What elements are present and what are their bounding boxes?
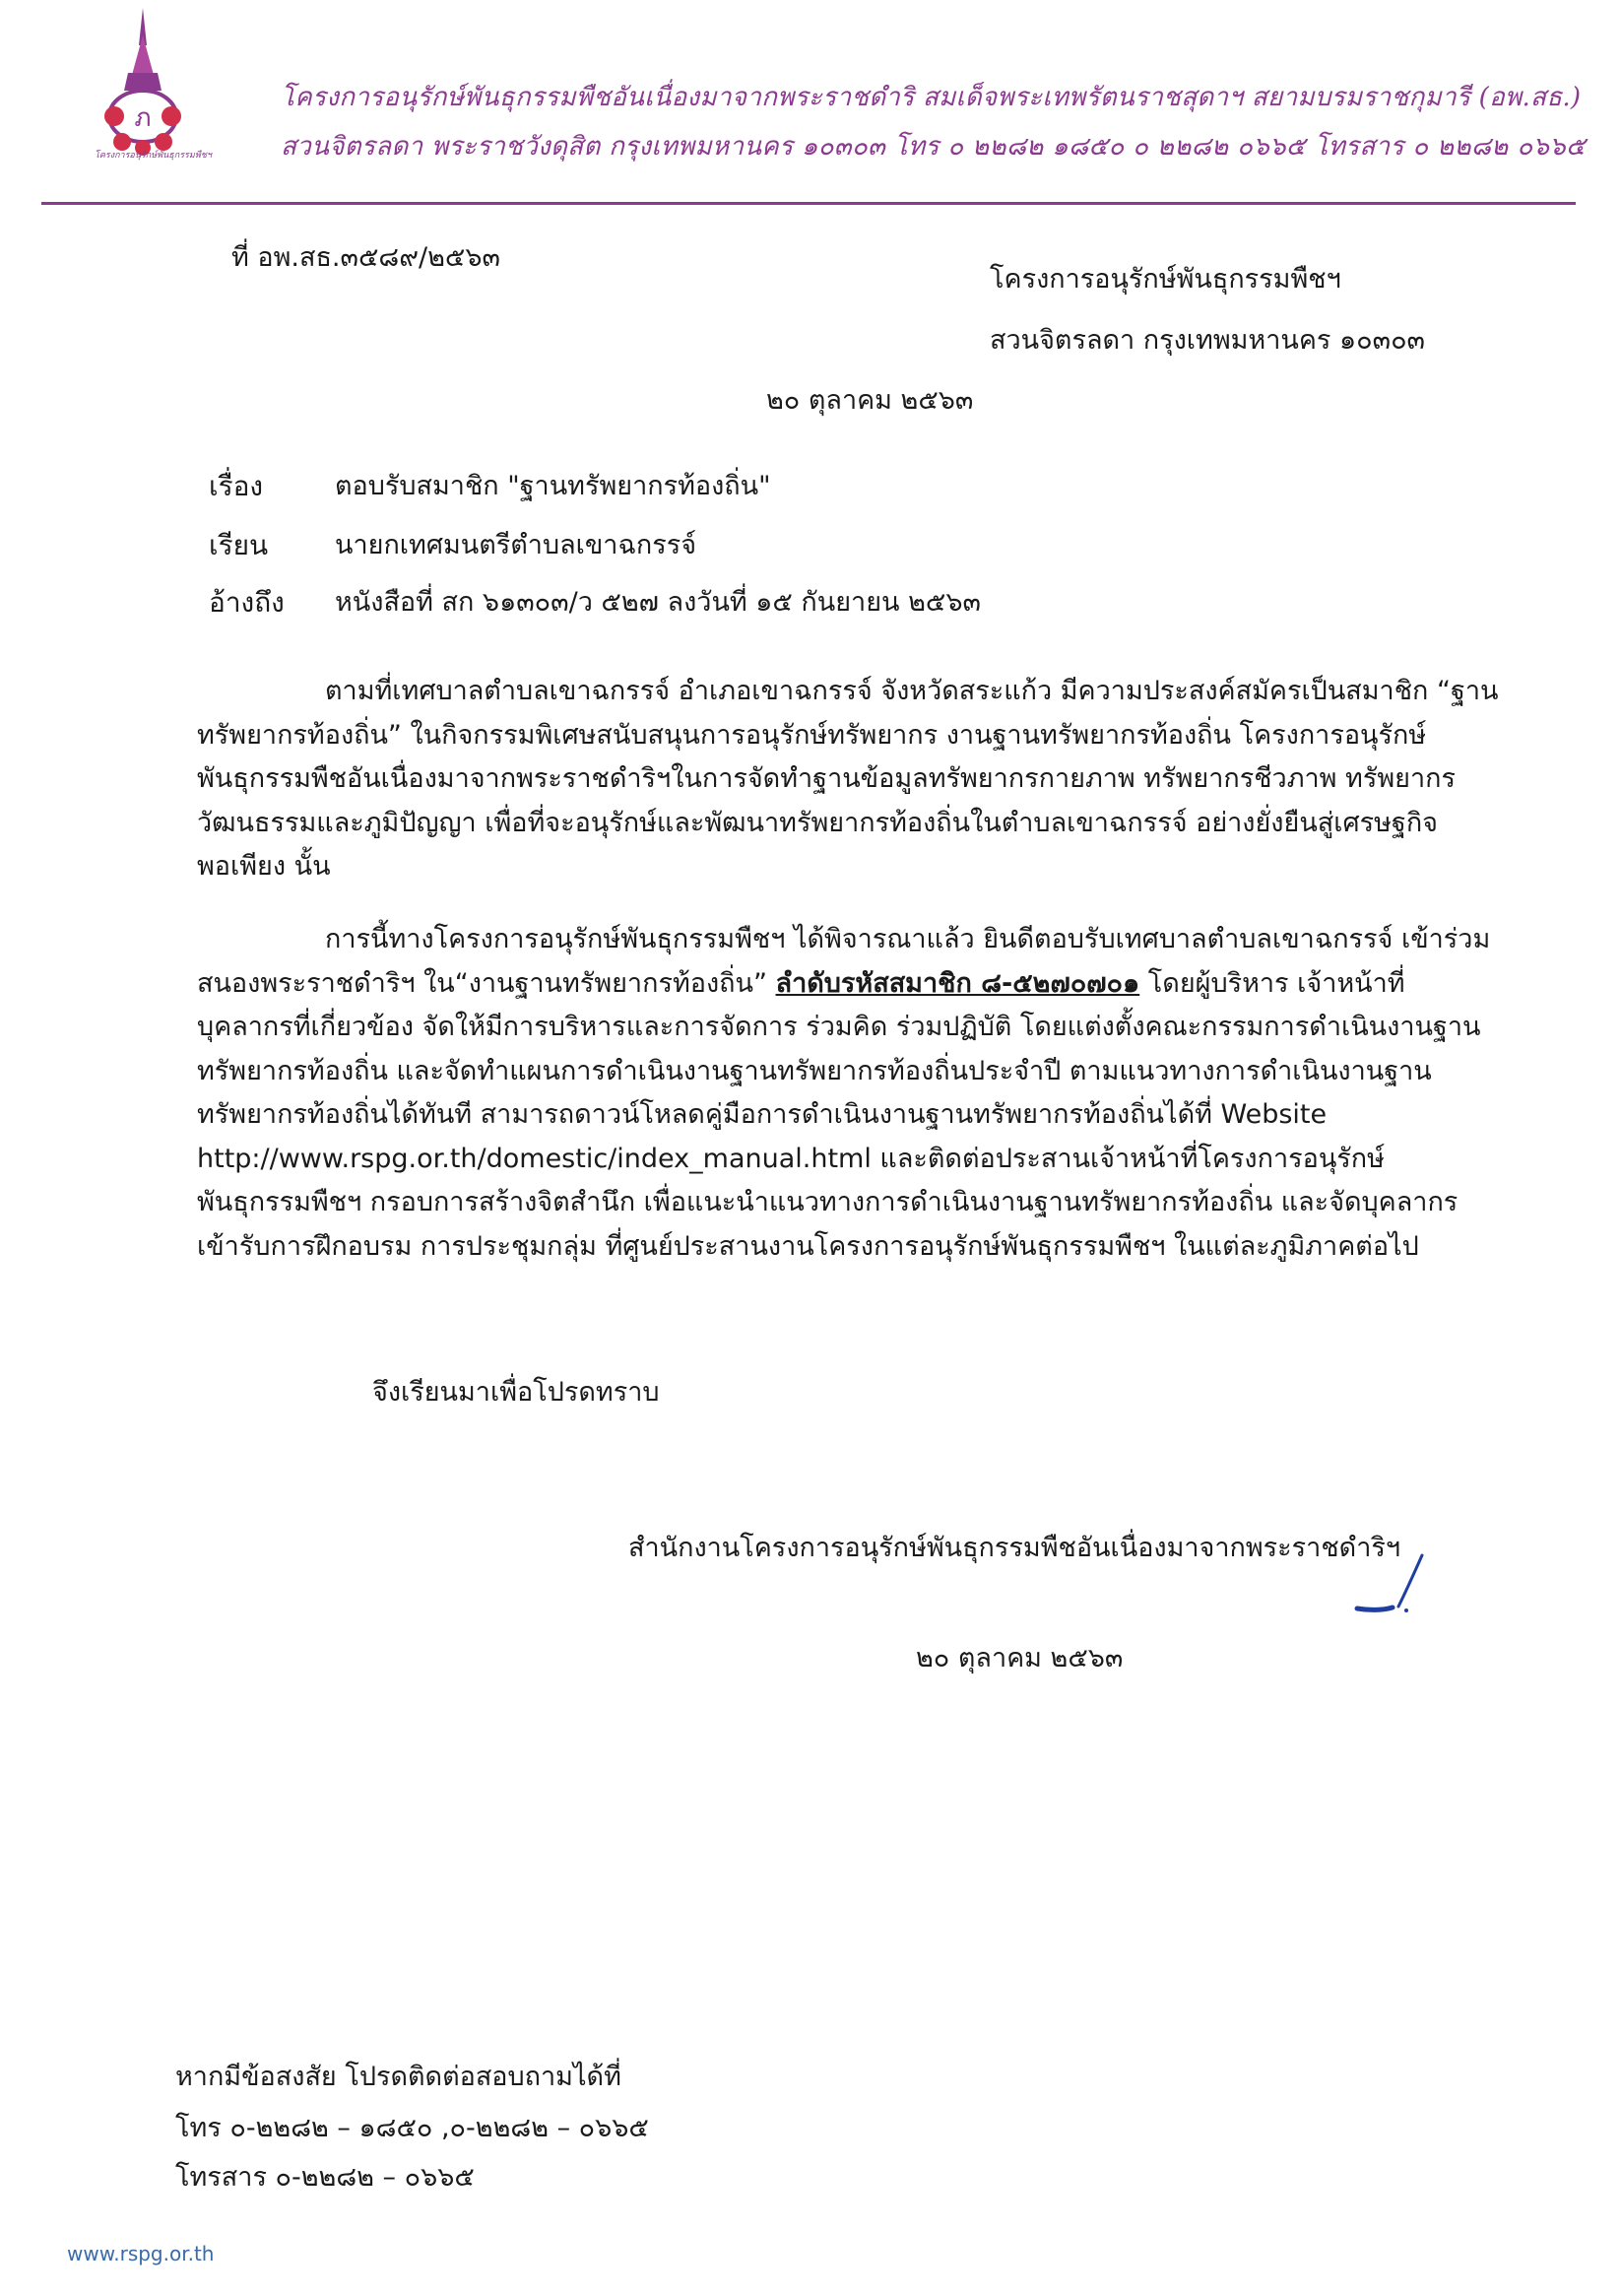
- recipient-text: นายกเทศมนตรีตำบลเขาฉกรรจ์: [335, 530, 697, 560]
- footer-inquiry: หากมีข้อสงสัย โปรดติดต่อสอบถามได้ที่: [175, 2062, 621, 2092]
- reference-text: หนังสือที่ สก ๖๑๓๐๓/ว ๕๒๗ ลงวันที่ ๑๕ กันยายน ๒๕๖๓: [335, 587, 981, 618]
- letterhead: [0, 0, 1621, 207]
- paragraph-2-line: ทรัพยากรท้องถิ่น และจัดทำแผนการดำเนินงานฐานทรัพยากรท้องถิ่นประจำปี ตามแนวทางการดำเนินงานฐาน: [197, 1055, 1432, 1086]
- letterhead-line-1: โครงการอนุรักษ์พันธุกรรมพืชอันเนื่องมาจากพระราชดำริ สมเด็จพระเทพรัตนราชสุดาฯ สยามบรมราชกุมารี (อพ.สธ.): [281, 83, 1582, 112]
- logo-caption: โครงการอนุรักษ์พันธุกรรมพืชฯ: [95, 151, 212, 161]
- paragraph-2-line: ทรัพยากรท้องถิ่นได้ทันที สามารถดาวน์โหลดคู่มือการดำเนินงานฐานทรัพยากรท้องถิ่นได้ที่ Website: [197, 1099, 1328, 1130]
- body-paragraph-2: [197, 918, 1491, 1269]
- paragraph-1-line: ทรัพยากรท้องถิ่น” ในกิจกรรมพิเศษสนับสนุนการอนุรักษ์ทรัพยากร งานฐานทรัพยากรท้องถิ่น โครงการอนุรักษ์: [197, 719, 1427, 751]
- subject-label: เรื่อง: [209, 470, 264, 502]
- paragraph-2-line-url[interactable]: http://www.rspg.or.th/domestic/index_manual.html และติดต่อประสานเจ้าหน้าที่โครงการอนุรักษ์: [197, 1143, 1385, 1174]
- paragraph-2-line: การนี้ทางโครงการอนุรักษ์พันธุกรรมพืชฯ ได้พิจารณาแล้ว ยินดีตอบรับเทศบาลตำบลเขาฉกรรจ์ เข้าร่วม: [325, 924, 1491, 954]
- letter-date: ๒๐ ตุลาคม ๒๕๖๓: [766, 385, 974, 416]
- letterhead-line-2: สวนจิตรลดา พระราชวังดุสิต กรุงเทพมหานคร ๑๐๓๐๓ โทร ๐ ๒๒๘๒ ๑๘๕๐ ๐ ๒๒๘๒ ๐๖๖๕ โทรสาร ๐ ๒๒๘๒ ๐๖๖๕: [281, 132, 1586, 162]
- project-name-text: สนองพระราชดำริฯ ใน“งานฐานทรัพยากรท้องถิ่น”: [197, 967, 767, 999]
- paragraph-2-line-tail: โดยผู้บริหาร เจ้าหน้าที่: [1147, 967, 1405, 999]
- paragraph-2-line: เข้ารับการฝึกอบรม การประชุมกลุ่ม ที่ศูนย์ประสานงานโครงการอนุรักษ์พันธุกรรมพืชฯ ในแต่ละภูมิภาคต่อไป: [197, 1230, 1419, 1262]
- footer-website-link[interactable]: www.rspg.or.th: [67, 2242, 215, 2265]
- paragraph-2-line: บุคลากรที่เกี่ยวข้อง จัดให้มีการบริหารและการจัดการ ร่วมคิด ร่วมปฏิบัติ โดยแต่งตั้งคณะกรรมการดำเนินงานฐาน: [197, 1012, 1481, 1042]
- sender-line-2: สวนจิตรลดา กรุงเทพมหานคร ๑๐๓๐๓: [990, 325, 1426, 356]
- handwritten-signature: [1349, 1551, 1428, 1620]
- signature-office: สำนักงานโครงการอนุรักษ์พันธุกรรมพืชอันเนื่องมาจากพระราชดำริฯ: [628, 1533, 1401, 1563]
- paragraph-1-line: พอเพียง นั้น: [197, 851, 331, 882]
- body-paragraph-1: [197, 670, 1499, 889]
- letterhead-divider: [41, 202, 1576, 205]
- paragraph-1-line: พันธุกรรมพืชอันเนื่องมาจากพระราชดำริฯในการจัดทำฐานข้อมูลทรัพยากรกายภาพ ทรัพยากรชีวภาพ ทรัพยากร: [197, 763, 1456, 794]
- signature-date: ๒๐ ตุลาคม ๒๕๖๓: [916, 1643, 1124, 1673]
- recipient-label: เรียน: [209, 529, 269, 561]
- closing-line: จึงเรียนมาเพื่อโปรดทราบ: [372, 1377, 660, 1408]
- subject-text: ตอบรับสมาชิก "ฐานทรัพยากรท้องถิ่น": [335, 471, 771, 501]
- reference-label: อ้างถึง: [209, 586, 285, 619]
- paragraph-1-line: ตามที่เทศบาลตำบลเขาฉกรรจ์ อำเภอเขาฉกรรจ์ จังหวัดสระแก้ว มีความประสงค์สมัครเป็นสมาชิก “ฐาน: [325, 676, 1499, 706]
- member-code: ลำดับรหัสสมาชิก ๘-๕๒๗๐๗๐๑: [775, 967, 1140, 999]
- svg-text:ภ: ภ: [134, 103, 152, 133]
- paragraph-2-line: [197, 962, 1477, 1007]
- paragraph-1-line: วัฒนธรรมและภูมิปัญญา เพื่อที่จะอนุรักษ์และพัฒนาทรัพยากรท้องถิ่นในตำบลเขาฉกรรจ์ อย่างยั่งยืนสู่เศรษฐกิจ: [197, 807, 1438, 838]
- paragraph-2-line: พันธุกรรมพืชฯ กรอบการสร้างจิตสำนึก เพื่อแนะนำแนวทางการดำเนินงานฐานทรัพยากรท้องถิ่น และจัดบุคลากร: [197, 1187, 1459, 1217]
- sender-line-1: โครงการอนุรักษ์พันธุกรรมพืชฯ: [990, 264, 1341, 295]
- footer-fax: โทรสาร ๐-๒๒๘๒ – ๐๖๖๕: [175, 2162, 475, 2193]
- footer-telephone: โทร ๐-๒๒๘๒ – ๑๘๕๐ ,๐-๒๒๘๒ – ๐๖๖๕: [175, 2113, 649, 2143]
- reference-number: ที่ อพ.สธ.๓๕๘๙/๒๕๖๓: [231, 242, 500, 273]
